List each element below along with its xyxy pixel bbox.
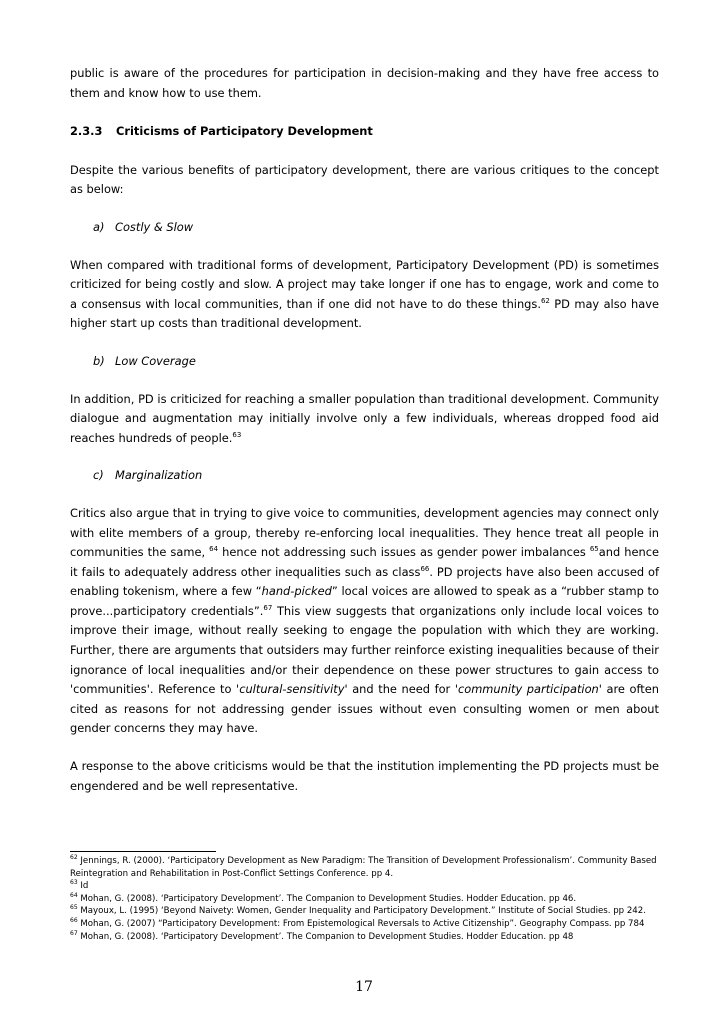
- footnote-divider: [70, 851, 216, 852]
- section-heading: [70, 122, 659, 142]
- lead-paragraph: Despite the various benefits of participatory development, there are various critiques to the concept as below:: [70, 162, 659, 197]
- footnote-ref[interactable]: 64: [209, 545, 219, 554]
- footnotes: [70, 855, 660, 943]
- subheading-c: c) Marginalization: [93, 468, 203, 483]
- section-title: Criticisms of Participatory Development: [116, 124, 373, 139]
- footnote: $^{63}$ Id: [70, 879, 89, 892]
- footnote: $^{65}$ Mayoux, L. (1995) ‘Beyond Naivety: Women, Gender Inequality and Participatory Development.” Institute of Social Studies. pp 242.: [70, 904, 646, 917]
- subheading-b: b) Low Coverage: [93, 353, 196, 368]
- page-number: 17: [355, 979, 373, 995]
- section-number: 2.3.3: [70, 124, 103, 139]
- footnote: $^{67}$ Mohan, G. (2008). ‘Participatory Development’. The Companion to Development Studies. Hodder Education. pp 48: [70, 929, 574, 942]
- footnote: $^{64}$ Mohan, G. (2008). ‘Participatory Development’. The Companion to Development Studies. Hodder Education. pp 46.: [70, 891, 577, 904]
- paragraph-costly: When compared with traditional forms of development, Participatory Development (PD) is sometimes criticized for being costly and slow. A project may take longer if one has to engage, work and come to a consensus with local communities, than if one did not have to do these things.$^{62}$ PD may also have higher start up costs than traditional development.: [70, 257, 659, 331]
- intro-paragraph: public is aware of the procedures for participation in decision-making and they have free access to them and know how to use them.: [70, 66, 659, 100]
- footnote-ref[interactable]: 65: [589, 545, 599, 554]
- paragraph-marginalization: Critics also argue that in trying to give voice to communities, development agencies may connect only with elite members of a group, thereby re-enforcing local inequalities. They hence treat all people in communities the same, $^{64}$ hence not addressing such issues as gender power imbalances $^{65}$and hence it fails to adequately address other inequalities such as class$^{66}$. PD projects have also been accused of enabling tokenism, where a few “hand-picked” local voices are allowed to speak as a “rubber stamp to prove...participatory credentials”.$^{67}$ This view suggests that organizations only include local voices to improve their image, without really seeking to engage the population with which they are working. Further, there are arguments that outsiders may further reinforce existing inequalities because of their ignorance of local inequalities and/or their dependence on these power structures to gain access to 'communities'. Reference to 'cultural-sensitivity' and the need for 'community participation' are often cited as reasons for not addressing gender issues without even consulting women or men about gender concerns they may have.: [70, 505, 659, 736]
- response-paragraph: A response to the above criticisms would be that the institution implementing the PD projects must be engendered and be well representative.: [70, 759, 659, 793]
- footnote-ref[interactable]: 67: [263, 603, 273, 612]
- footnote-ref[interactable]: 62: [540, 296, 550, 305]
- footnote-ref[interactable]: 63: [232, 430, 242, 439]
- subheading-a: a) Costly & Slow: [93, 219, 194, 234]
- paragraph-coverage: In addition, PD is criticized for reaching a smaller population than traditional development. Community dialogue and augmentation may initially involve only a few individuals, whereas dropped food aid reaches hundreds of people.$^{63}$: [70, 391, 659, 445]
- footnote: $^{66}$ Mohan, G. (2007) “Participatory Development: From Epistemological Reversals to Active Citizenship”. Geography Compass. pp 784: [70, 916, 645, 929]
- page-body: [70, 64, 659, 796]
- footnote: $^{62}$ Jennings, R. (2000). ‘Participatory Development as New Paradigm: The Transition of Development Professionalism’. Community Based Reintegration and Rehabilitation in Post-Conflict Settings Conference. pp 4.: [70, 854, 657, 879]
- footnote-ref[interactable]: 66: [420, 564, 430, 573]
